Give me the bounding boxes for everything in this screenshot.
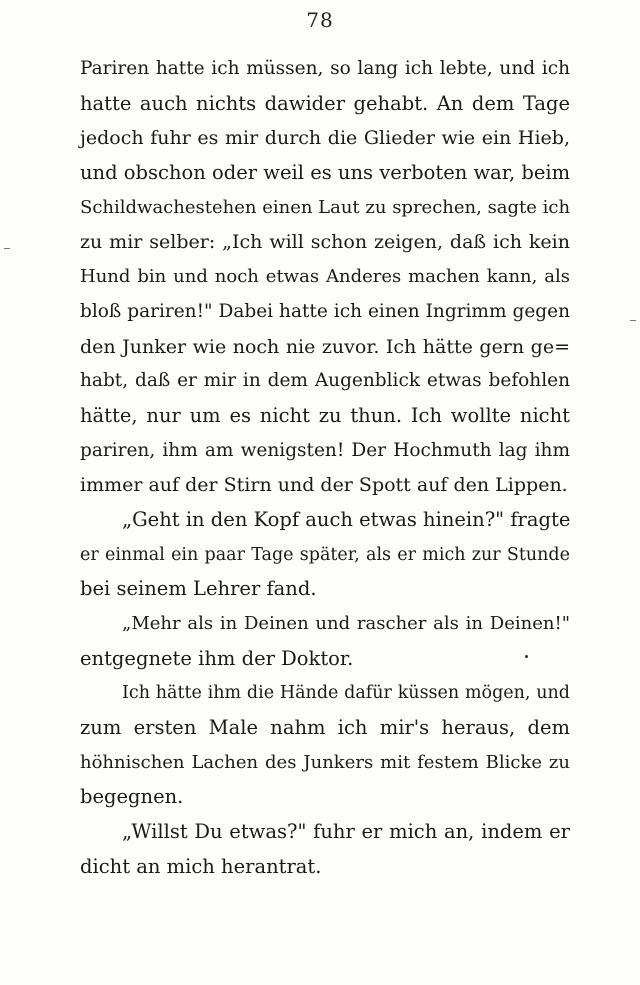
text-line: „Geht in den Kopf auch etwas hinein?" fragte	[122, 507, 571, 531]
page-edge-mark	[4, 248, 10, 249]
text-line: Pariren hatte ich müssen, so lang ich lebte, und ich	[80, 58, 570, 79]
text-line: den Junker wie noch nie zuvor. Ich hätte gern ge=	[80, 335, 570, 358]
text-line: Ich hätte ihm die Hände dafür küssen mögen, und	[122, 683, 570, 704]
text-line: immer auf der Stirn und der Spott auf den Lippen.	[80, 474, 568, 497]
text-line: „Willst Du etwas?" fuhr er mich an, indem er	[122, 820, 570, 844]
text-line: dicht an mich herantrat.	[80, 854, 322, 878]
text-line: jedoch fuhr es mir durch die Glieder wie ein Hieb,	[80, 127, 570, 150]
text-line: hatte auch nichts dawider gehabt. An dem Tage	[80, 91, 570, 115]
text-line: pariren, ihm am wenigsten! Der Hochmuth lag ihm	[80, 439, 570, 461]
text-line: Hund bin und noch etwas Anderes machen kann, als	[80, 266, 570, 288]
text-line: Schildwachestehen einen Laut zu sprechen, sagte ich	[80, 196, 571, 218]
text-line: bloß pariren!" Dabei hatte ich einen Ingrimm gegen	[80, 300, 570, 322]
text-line: zu mir selber: „Ich will schon zeigen, daß ich kein	[80, 231, 570, 254]
text-line: und obschon oder weil es uns verboten war, beim	[80, 161, 571, 185]
text-line: höhnischen Lachen des Junkers mit festem Blicke zu	[80, 751, 570, 773]
text-line: hätte, nur um es nicht zu thun. Ich wollte nicht	[80, 403, 570, 427]
text-line: er einmal ein paar Tage später, als er mich zur Stunde	[80, 544, 570, 565]
text-line: zum ersten Male nahm ich mir's heraus, dem	[80, 716, 570, 740]
page-number: 78	[306, 8, 334, 32]
body-text	[80, 52, 570, 885]
page-edge-mark	[630, 320, 636, 321]
text-line: habt, daß er mir in dem Augenblick etwas befohlen	[80, 370, 570, 392]
text-line: bei seinem Lehrer fand.	[80, 577, 317, 601]
text-line: „Mehr als in Deinen und rascher als in Deinen!"	[122, 613, 570, 634]
text-line: begegnen.	[80, 785, 184, 809]
text-line: entgegnete ihm der Doktor.	[80, 646, 354, 670]
ink-speck	[525, 655, 528, 658]
